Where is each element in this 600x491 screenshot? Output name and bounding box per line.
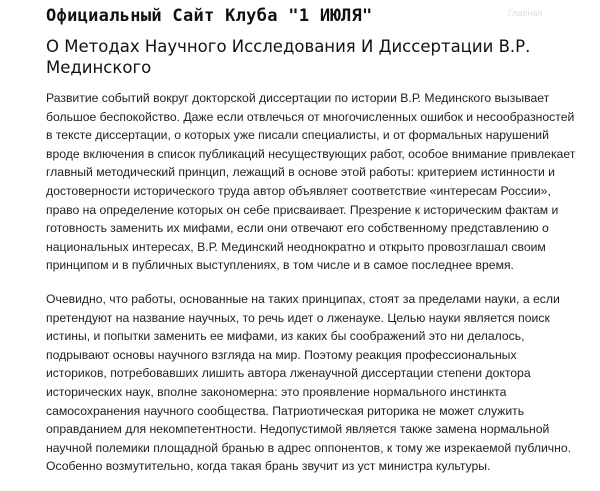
site-header	[0, 0, 600, 34]
article-title: О Методах Научного Исследования И Диссертации В.Р. Мединского	[46, 37, 531, 77]
article	[46, 36, 580, 491]
article-paragraph: Развитие событий вокруг докторской диссертации по истории В.Р. Мединского вызывает большое беспокойство. Даже если отвлечься от многочисленных ошибок и несообразностей в тексте диссертации, о которых уже писали специалисты, и от формальных нарушений вроде включения в список публикаций несуществующих работ, особое внимание привлекает главный методический принцип, лежащий в основе этой работы: критерием истинности и достоверности исторического труда автор объявляет соответствие «интересам России», право на определение которых он себе присваивает. Презрение к историческим фактам и готовность заменить их мифами, если они отвечают его собственному представлению о национальных интересах, В.Р. Мединский неоднократно и открыто провозглашал своим принципом и в публичных выступлениях, в том числе и в самое последнее время.	[46, 91, 576, 273]
site-title[interactable]: Официальный Сайт Клуба "1 ИЮЛЯ"	[46, 6, 373, 26]
faded-nav-link[interactable]: Главная	[508, 8, 543, 18]
article-paragraph: Очевидно, что работы, основанные на таких принципах, стоят за пределами науки, а если претендуют на название научных, то речь идет о лженауке. Целью науки является поиск истины, и попытки заменить ее мифами, из каких бы соображений это ни делалось, подрывают основы научного взгляда на мир. Поэтому реакция профессиональных историков, потребовавших лишить автора лженаучной диссертации степени доктора исторических наук, вполне закономерна: это проявление нормального инстинкта самосохранения научного сообщества. Патриотическая риторика не может служить оправданием для некомпетентности. Недопустимой является также замена нормальной научной полемики площадной бранью в адрес оппонентов, к тому же изрекаемой публично. Особенно возмутительно, когда такая брань звучит из уст министра культуры.	[46, 291, 572, 474]
article-body	[46, 89, 580, 476]
